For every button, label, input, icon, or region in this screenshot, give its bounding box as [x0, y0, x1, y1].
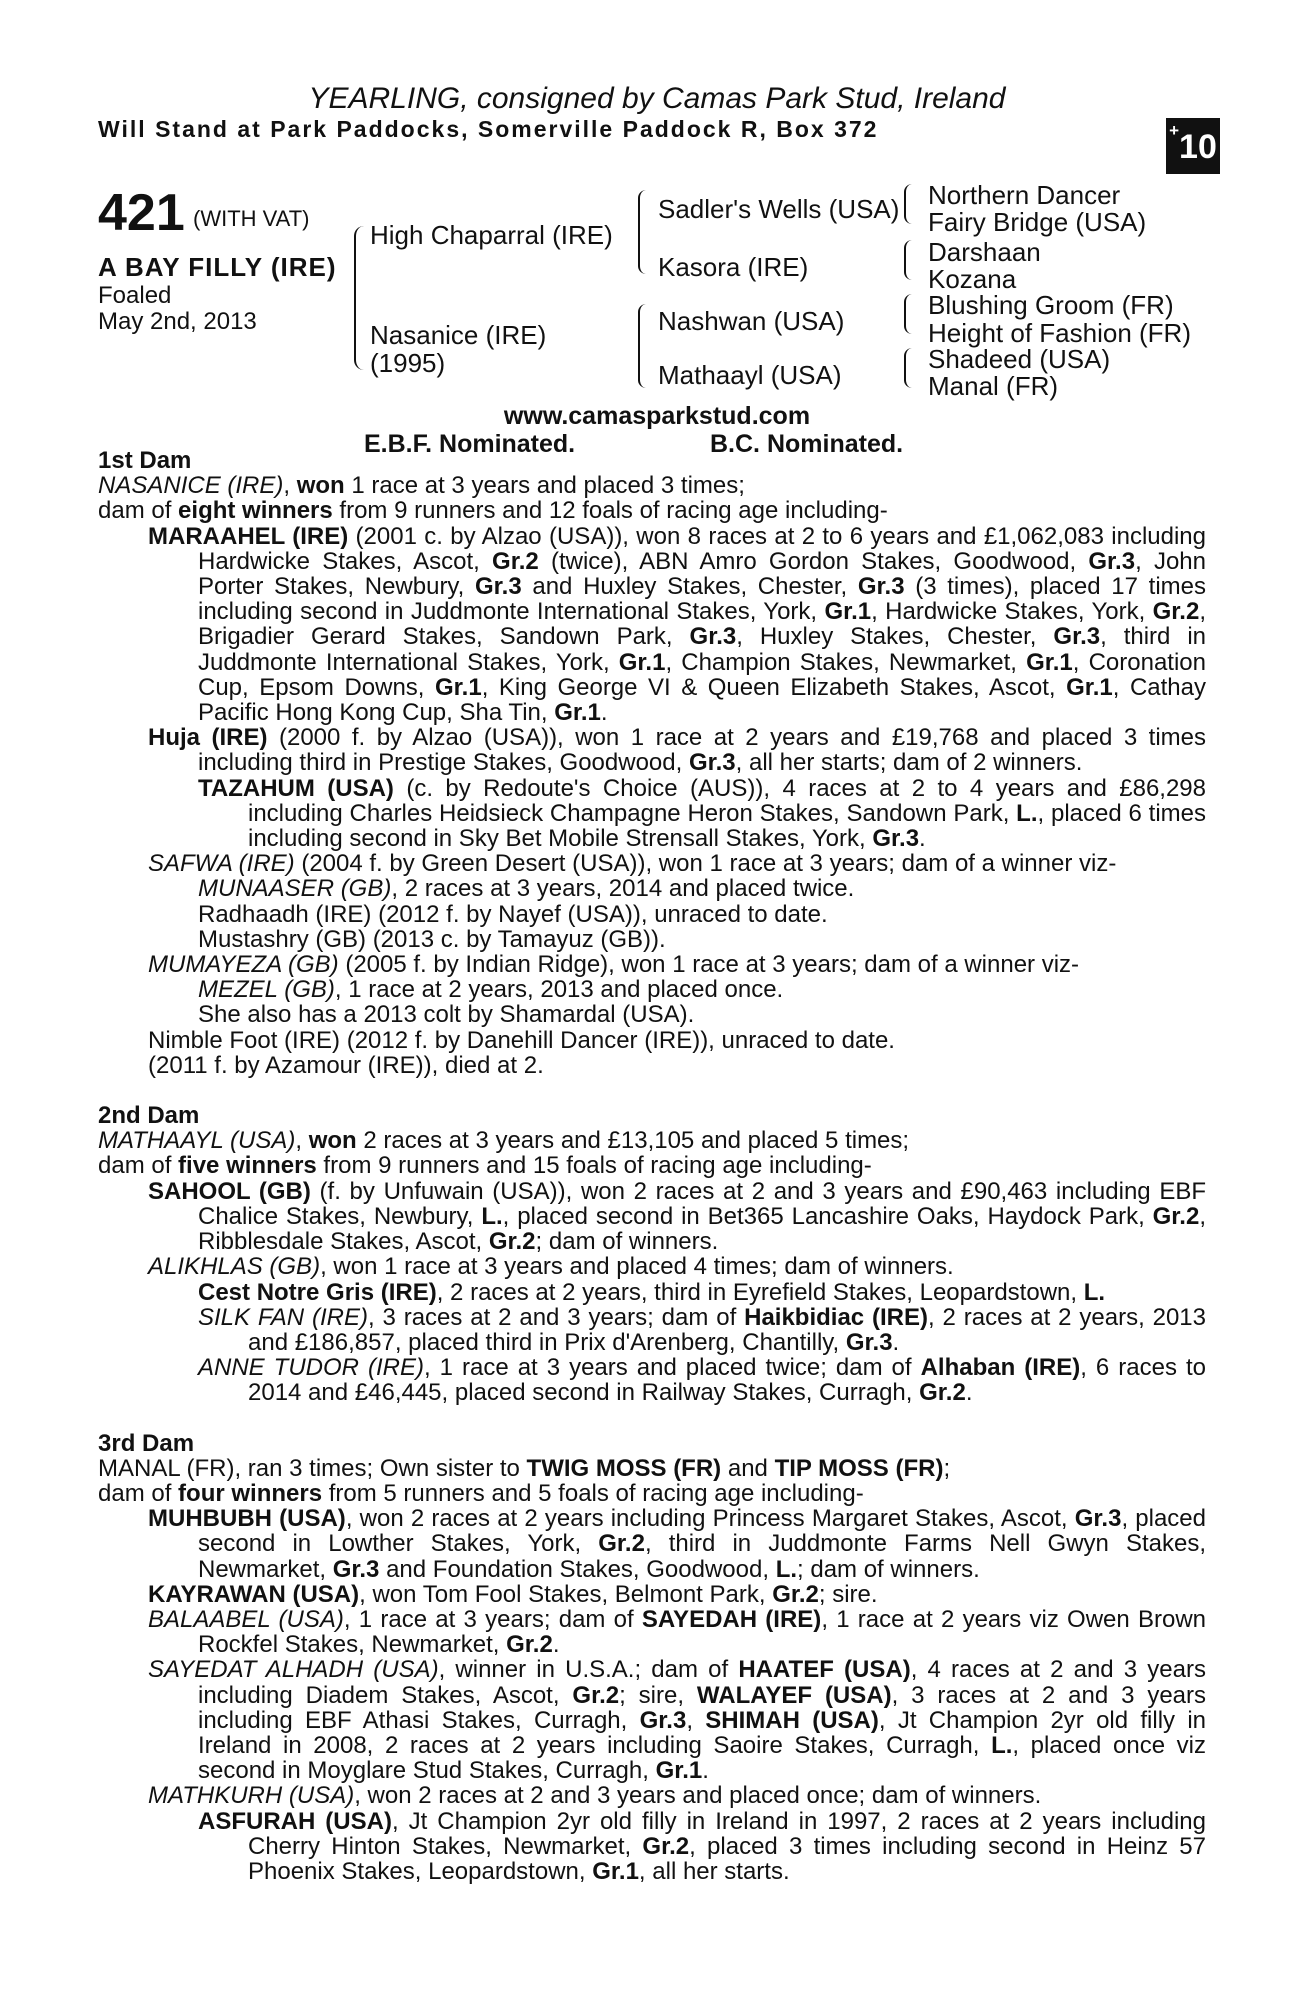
produce-entry: MUMAYEZA (GB) (2005 f. by Indian Ridge), won 1 race at 3 years; dam of a winner viz-: [148, 951, 1080, 979]
dam-dam-dam: Manal (FR): [928, 371, 1059, 401]
dam-record: MANAL (FR), ran 3 times; Own sister to TWIG MOSS (FR) and TIP MOSS (FR);: [98, 1454, 951, 1482]
sire: High Chaparral (IRE): [370, 220, 613, 250]
produce-entry: MARAAHEL (IRE) (2001 c. by Alzao (USA)), won 8 races at 2 to 6 years and £1,062,083 including Hardwicke Stakes, Ascot, Gr.2 (twice), ABN Amro Gordon Stakes, Goodwood, Gr.3, John Porter Stakes, Newbury, Gr.3 and Huxley Stakes, Chester, Gr.3 (3 times), placed 17 times including second in Juddmonte International Stakes, York, Gr.1, Hardwicke Stakes, York, Gr.2, Brigadier Gerard Stakes, Sandown Park, Gr.3, Huxley Stakes, Chester, Gr.3, third in Juddmonte International Stakes, York, Gr.1, Champion Stakes, Newmarket, Gr.1, Coronation Cup, Epsom Downs, Gr.1, King George VI & Queen Elizabeth Stakes, Ascot, Gr.1, Cathay Pacific Hong Kong Cup, Sha Tin, Gr.1.: [148, 522, 1207, 727]
dam-record: NASANICE (IRE), won 1 race at 3 years and placed 3 times;: [98, 472, 745, 500]
produce-entry: KAYRAWAN (USA), won Tom Fool Stakes, Belmont Park, Gr.2; sire.: [148, 1580, 878, 1608]
location-line: Will Stand at Park Paddocks, Somerville Paddock R, Box 372: [98, 116, 879, 142]
sire-sire-sire: Northern Dancer: [928, 180, 1121, 210]
produce-entry: She also has a 2013 colt by Shamardal (USA).: [198, 1001, 695, 1029]
website: www.camasparkstud.com: [503, 402, 811, 430]
produce-entry: ALIKHLAS (GB), won 1 race at 3 years and placed 4 times; dam of winners.: [148, 1253, 954, 1281]
dd-brace: [904, 348, 914, 388]
horse-name: A BAY FILLY (IRE): [98, 252, 337, 282]
sire-brace: [638, 190, 648, 274]
section-heading-3rd-dam: 3rd Dam: [98, 1429, 195, 1457]
dam-sire: Nashwan (USA): [658, 306, 845, 336]
lot-number: 421: [98, 184, 185, 242]
produce-entry: Cest Notre Gris (IRE), 2 races at 2 years, third in Eyrefield Stakes, Leopardstown, L.: [198, 1278, 1106, 1306]
day-badge: [1166, 118, 1220, 174]
dam-produce-summary: dam of five winners from 9 runners and 15 foals of racing age including-: [98, 1152, 872, 1180]
sire-dam-dam: Kozana: [928, 264, 1017, 294]
produce-entry: SAFWA (IRE) (2004 f. by Green Desert (USA)), won 1 race at 3 years; dam of a winner viz-: [148, 850, 1117, 878]
produce-entry: MUHBUBH (USA), won 2 races at 2 years including Princess Margaret Stakes, Ascot, Gr.3, placed second in Lowther Stakes, York, Gr.2, third in Juddmonte Farms Nell Gwyn Stakes, Newmarket, Gr.3 and Foundation Stakes, Goodwood, L.; dam of winners.: [148, 1505, 1207, 1583]
badge-plus: +: [1169, 121, 1180, 140]
produce-entry: MUNAASER (GB), 2 races at 3 years, 2014 and placed twice.: [198, 875, 855, 903]
produce-entry: Mustashry (GB) (2013 c. by Tamayuz (GB)).: [198, 925, 666, 953]
dam-produce-summary: dam of eight winners from 9 runners and 12 foals of racing age including-: [98, 497, 888, 525]
produce-entry: MEZEL (GB), 1 race at 2 years, 2013 and placed once.: [198, 976, 784, 1004]
sire-dam: Kasora (IRE): [658, 252, 809, 282]
dam-dam-sire: Shadeed (USA): [928, 344, 1111, 374]
dam-sire-sire: Blushing Groom (FR): [928, 290, 1174, 320]
dam-brace: [638, 304, 648, 388]
ss-brace: [904, 184, 914, 224]
produce-entry: (2011 f. by Azamour (IRE)), died at 2.: [148, 1051, 544, 1079]
sire-sire: Sadler's Wells (USA): [658, 194, 900, 224]
produce-entry: Huja (IRE) (2000 f. by Alzao (USA)), won 1 race at 2 years and £19,768 and placed 3 times including third in Prestige Stakes, Goodwood, Gr.3, all her starts; dam of 2 winners.: [148, 724, 1206, 777]
ebf-nominated: E.B.F. Nominated.: [364, 430, 576, 458]
produce-entry: Radhaadh (IRE) (2012 f. by Nayef (USA)), unraced to date.: [198, 900, 828, 928]
produce-entry: Nimble Foot (IRE) (2012 f. by Danehill Dancer (IRE)), unraced to date.: [148, 1026, 895, 1054]
dam-sire-dam: Height of Fashion (FR): [928, 318, 1191, 348]
sire-sire-dam: Fairy Bridge (USA): [928, 207, 1147, 237]
dam-year: (1995): [370, 348, 446, 378]
produce-entry: SAHOOL (GB) (f. by Unfuwain (USA)), won 2 races at 2 and 3 years and £90,463 including EBF Chalice Stakes, Newbury, L., placed second in Bet365 Lancashire Oaks, Haydock Park, Gr.2, Ribblesdale Stakes, Ascot, Gr.2; dam of winners.: [148, 1177, 1206, 1256]
produce-entry: BALAABEL (USA), 1 race at 3 years; dam of SAYEDAH (IRE), 1 race at 2 years viz Owen Brown Rockfel Stakes, Newmarket, Gr.2.: [148, 1605, 1207, 1659]
produce-entry: ANNE TUDOR (IRE), 1 race at 3 years and placed twice; dam of Alhaban (IRE), 6 races to 2014 and £46,445, placed second in Railway Stakes, Curragh, Gr.2.: [198, 1354, 1206, 1407]
dam-produce-summary: dam of four winners from 5 runners and 5 foals of racing age including-: [98, 1479, 864, 1507]
bc-nominated: B.C. Nominated.: [710, 430, 904, 458]
consignment-line: YEARLING, consigned by Camas Park Stud, Ireland: [308, 82, 1006, 115]
produce-entry: SAYEDAT ALHADH (USA), winner in U.S.A.; dam of HAATEF (USA), 4 races at 2 and 3 years including Diadem Stakes, Ascot, Gr.2; sire, WALAYEF (USA), 3 races at 2 and 3 years including EBF Athasi Stakes, Curragh, Gr.3, SHIMAH (USA), Jt Champion 2yr old filly in Ireland in 2008, 2 races at 2 years including Saoire Stakes, Curragh, L., placed once viz second in Moyglare Stud Stakes, Curragh, Gr.1.: [148, 1656, 1207, 1785]
sd-brace: [904, 240, 914, 280]
foaled-label: Foaled: [98, 282, 172, 309]
catalogue-body: [98, 448, 1206, 1884]
section-heading-2nd-dam: 2nd Dam: [98, 1102, 200, 1130]
ds-brace: [904, 294, 914, 334]
foaled-date: May 2nd, 2013: [98, 308, 257, 335]
pedigree-brace: [354, 226, 365, 370]
dam-dam: Mathaayl (USA): [658, 360, 842, 390]
section-heading-1st-dam: 1st Dam: [98, 447, 192, 474]
sire-dam-sire: Darshaan: [928, 237, 1041, 267]
produce-entry: TAZAHUM (USA) (c. by Redoute's Choice (AUS)), 4 races at 2 to 4 years and £86,298 including Charles Heidsieck Champagne Heron Stakes, Sandown Park, L., placed 6 times including second in Sky Bet Mobile Strensall Stakes, York, Gr.3.: [198, 774, 1207, 853]
produce-entry: MATHKURH (USA), won 2 races at 2 and 3 years and placed once; dam of winners.: [148, 1782, 1042, 1810]
badge-number: 10: [1179, 128, 1217, 166]
dam: Nasanice (IRE): [370, 320, 547, 350]
produce-entry: ASFURAH (USA), Jt Champion 2yr old filly in Ireland in 1997, 2 races at 2 years including Cherry Hinton Stakes, Newmarket, Gr.2, placed 3 times including second in Heinz 57 Phoenix Stakes, Leopardstown, Gr.1, all her starts.: [198, 1807, 1206, 1885]
dam-record: MATHAAYL (USA), won 2 races at 3 years and £13,105 and placed 5 times;: [98, 1127, 910, 1155]
produce-entry: SILK FAN (IRE), 3 races at 2 and 3 years; dam of Haikbidiac (IRE), 2 races at 2 years, 2013 and £186,857, placed third in Prix d'Arenberg, Chantilly, Gr.3.: [198, 1303, 1206, 1356]
vat-note: (WITH VAT): [193, 206, 310, 231]
